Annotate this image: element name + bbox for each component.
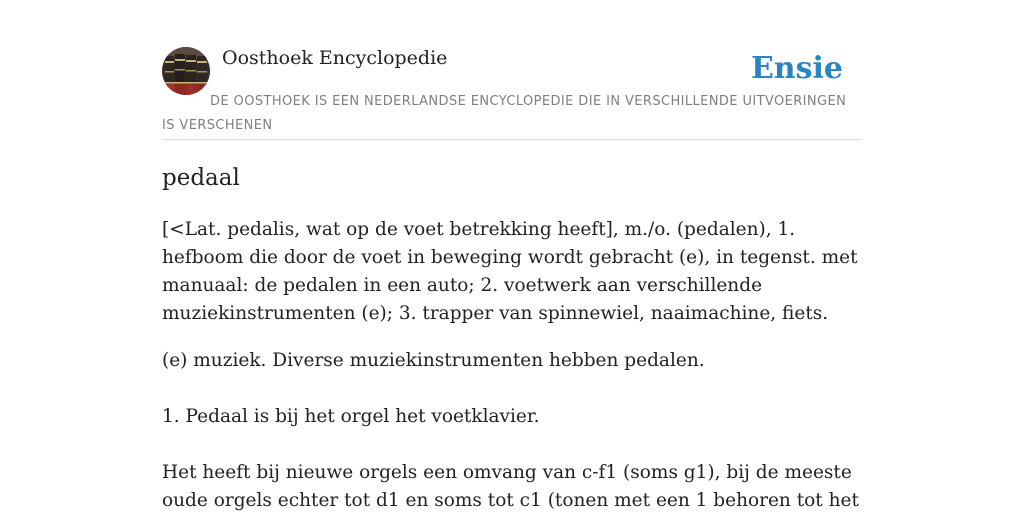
entry-paragraph: (e) muziek. Diverse muziekinstrumenten hebben pedalen. — [162, 350, 705, 371]
source-avatar[interactable] — [162, 47, 210, 95]
entry-paragraph: [<Lat. pedalis, wat op de voet betrekking heeft], m./o. (pedalen), 1. hefboom die door de voet in beweging wordt gebracht (e), in tegenst. met manuaal: de pedalen in een auto; 2. voetwerk aan verschillende muziekinstrumenten (e); 3. trapper van spinnewiel, naaimachine, fiets. — [162, 219, 858, 324]
header-divider — [162, 139, 862, 140]
entry-paragraph: 1. Pedaal is bij het orgel het voetklavier. — [162, 406, 540, 427]
entry-paragraph: Het heeft bij nieuwe orgels een omvang van c-f1 (soms g1), bij de meeste oude orgels echter tot d1 en soms tot c1 (tonen met een 1 behoren tot het — [162, 462, 859, 511]
entry-title: pedaal — [162, 165, 240, 191]
book-spines-icon — [162, 47, 210, 95]
page-container — [162, 0, 862, 512]
ensie-logo-link[interactable]: Ensie — [750, 51, 843, 86]
source-name-link[interactable]: Oosthoek Encyclopedie — [222, 47, 448, 69]
source-tagline: DE OOSTHOEK IS EEN NEDERLANDSE ENCYCLOPEDIE DIE IN VERSCHILLENDE UITVOERINGEN IS VERSCHENEN — [162, 94, 847, 133]
